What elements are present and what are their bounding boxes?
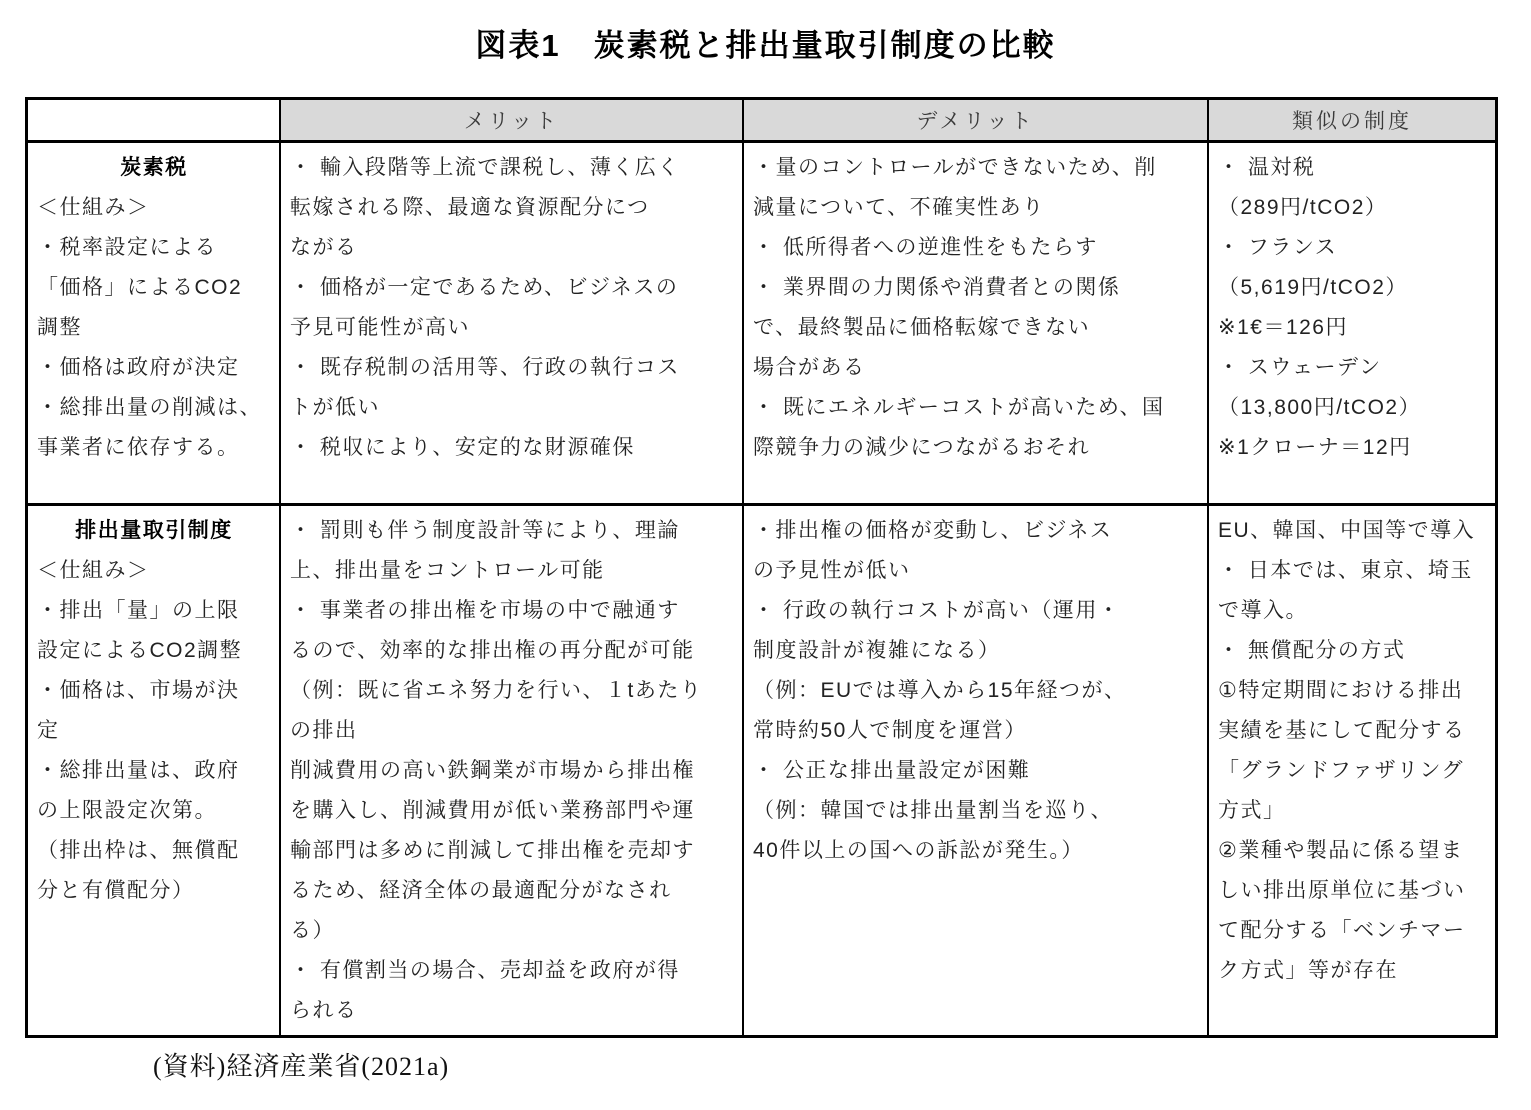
emissions-trading-merit-cell: [281, 506, 744, 1035]
text-line: しい排出原単位に基づい: [1218, 879, 1466, 902]
text-line: ・量のコントロールができないため、削: [753, 156, 1157, 179]
text-line: （例：韓国では排出量割当を巡り、: [753, 799, 1113, 822]
text-line: （例：既に省エネ努力を行い、１tあたり: [290, 679, 703, 702]
carbon-tax-label-cell: [28, 143, 281, 506]
text-line: ・ スウェーデン: [1218, 356, 1382, 379]
header-demerit: デメリット: [744, 100, 1209, 143]
text-line: 事業者に依存する。: [37, 436, 240, 459]
carbon-tax-merit-cell: [281, 143, 744, 506]
text-line: 設定によるCO2調整: [37, 639, 243, 662]
text-line: ・ 行政の執行コストが高い（運用・: [753, 599, 1121, 622]
text-line: で、最終製品に価格転嫁できない: [753, 316, 1091, 339]
text-line: EU、韓国、中国等で導入: [1218, 519, 1476, 542]
text-line: （例：EUでは導入から15年経つが、: [753, 679, 1127, 702]
text-line: 実績を基にして配分する: [1218, 719, 1466, 742]
text-line: の予見性が低い: [753, 559, 911, 582]
text-line: 減量について、不確実性あり: [753, 196, 1045, 219]
text-line: 常時約50人で制度を運営）: [753, 719, 1027, 742]
emissions-trading-similar-cell: [1209, 506, 1495, 1035]
text-line: （5,619円/tCO2）: [1218, 276, 1408, 299]
header-similar: 類似の制度: [1209, 100, 1495, 143]
text-line: ・排出権の価格が変動し、ビジネス: [753, 519, 1113, 542]
header-corner-cell: [28, 100, 281, 143]
text-line: 分と有償配分）: [37, 879, 195, 902]
text-line: ・ 既存税制の活用等、行政の執行コス: [290, 356, 680, 379]
text-line: ・ 事業者の排出権を市場の中で融通す: [290, 599, 680, 622]
carbon-tax-similar-cell: [1209, 143, 1495, 506]
emissions-trading-demerit-cell: [744, 506, 1209, 1035]
text-line: られる: [290, 999, 358, 1022]
text-line: （排出枠は、無償配: [37, 839, 240, 862]
text-line: 「価格」によるCO2: [37, 276, 243, 299]
text-line: 方式」: [1218, 799, 1286, 822]
text-line: ・価格は政府が決定: [37, 356, 240, 379]
text-line: ・排出「量」の上限: [37, 599, 240, 622]
text-line: ・税率設定による: [37, 236, 217, 259]
text-line: ・価格は、市場が決: [37, 679, 240, 702]
text-line: 40件以上の国への訴訟が発生。）: [753, 839, 1084, 862]
text-line: 調整: [37, 316, 82, 339]
text-line: ②業種や製品に係る望ま: [1218, 839, 1464, 862]
text-line: ながる: [290, 236, 358, 259]
text-line: 上、排出量をコントロール可能: [290, 559, 605, 582]
text-line: 定: [37, 719, 60, 742]
text-line: （13,800円/tCO2）: [1218, 396, 1422, 419]
text-line: る）: [290, 919, 335, 942]
header-merit: メリット: [281, 100, 744, 143]
text-line: ①特定期間における排出: [1218, 679, 1464, 702]
text-line: ・ 既にエネルギーコストが高いため、国: [753, 396, 1165, 419]
text-line: ・ 罰則も伴う制度設計等により、理論: [290, 519, 680, 542]
text-line: ※1クローナ＝12円: [1218, 436, 1412, 459]
emissions-trading-heading: 排出量取引制度: [75, 519, 233, 542]
emissions-trading-label-cell: [28, 506, 281, 1035]
text-line: ・ 輸入段階等上流で課税し、薄く広く: [290, 156, 680, 179]
text-line: ＜仕組み＞: [37, 196, 150, 219]
text-line: ・ 公正な排出量設定が困難: [753, 759, 1031, 782]
text-line: 際競争力の減少につながるおそれ: [753, 436, 1091, 459]
figure-title: 図表1 炭素税と排出量取引制度の比較: [475, 28, 1056, 63]
comparison-table: [25, 97, 1498, 1038]
text-line: で導入。: [1218, 599, 1308, 622]
text-line: 「グランドファザリング: [1218, 759, 1465, 782]
text-line: 削減費用の高い鉄鋼業が市場から排出権: [290, 759, 695, 782]
text-line: 転嫁される際、最適な資源配分につ: [290, 196, 650, 219]
emissions-trading-label-lines: [37, 551, 271, 911]
text-line: 予見可能性が高い: [290, 316, 470, 339]
text-line: ・ 有償割当の場合、売却益を政府が得: [290, 959, 680, 982]
text-line: ※1€＝126円: [1218, 316, 1348, 339]
text-line: ・総排出量の削減は、: [37, 396, 262, 419]
carbon-tax-heading: 炭素税: [120, 156, 188, 179]
text-line: ・ 日本では、東京、埼玉: [1218, 559, 1473, 582]
text-line: ・ 業界間の力関係や消費者との関係: [753, 276, 1121, 299]
carbon-tax-label-lines: [37, 188, 271, 468]
text-line: て配分する「ベンチマー: [1218, 919, 1466, 942]
text-line: を購入し、削減費用が低い業務部門や運: [290, 799, 695, 822]
text-line: の排出: [290, 719, 358, 742]
text-line: ・ 価格が一定であるため、ビジネスの: [290, 276, 679, 299]
text-line: ・ 低所得者への逆進性をもたらす: [753, 236, 1098, 259]
text-line: るので、効率的な排出権の再分配が可能: [290, 639, 695, 662]
text-line: 場合がある: [753, 356, 866, 379]
text-line: ・ 温対税: [1218, 156, 1316, 179]
text-line: るため、経済全体の最適配分がなされ: [290, 879, 672, 902]
text-line: の上限設定次第。: [37, 799, 217, 822]
text-line: ク方式」等が存在: [1218, 959, 1398, 982]
text-line: トが低い: [290, 396, 380, 419]
text-line: 制度設計が複雑になる）: [753, 639, 1001, 662]
text-line: 輸部門は多めに削減して排出権を売却す: [290, 839, 695, 862]
source-note: (資料)経済産業省(2021a): [153, 1052, 450, 1081]
text-line: ・ 無償配分の方式: [1218, 639, 1406, 662]
text-line: （289円/tCO2）: [1218, 196, 1388, 219]
text-line: ・ フランス: [1218, 236, 1338, 259]
text-line: ・総排出量は、政府: [37, 759, 240, 782]
carbon-tax-demerit-cell: [744, 143, 1209, 506]
text-line: ・ 税収により、安定的な財源確保: [290, 436, 635, 459]
text-line: ＜仕組み＞: [37, 559, 150, 582]
